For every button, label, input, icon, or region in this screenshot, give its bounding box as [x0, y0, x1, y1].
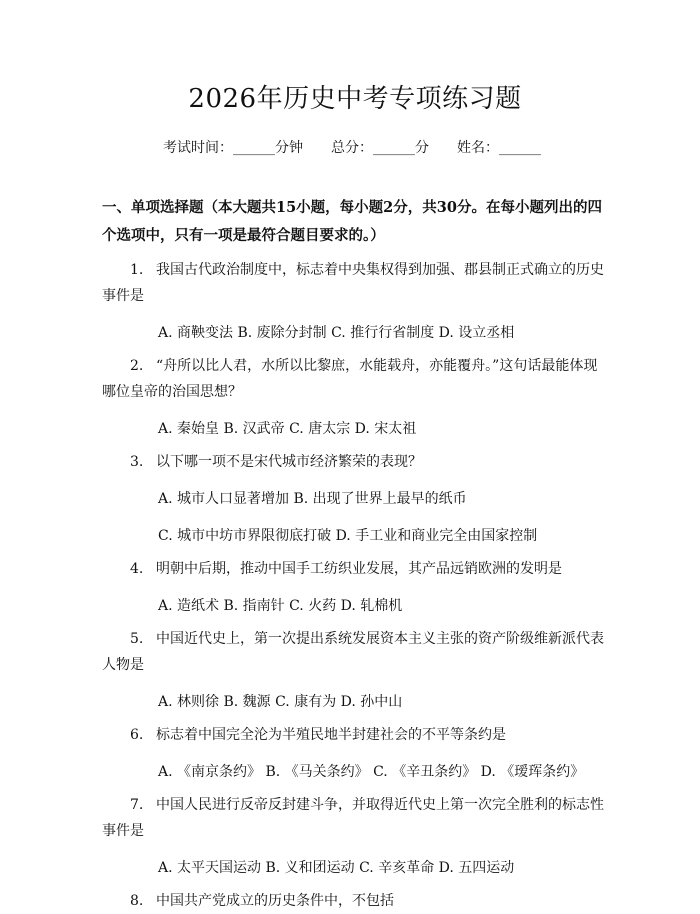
total-score-field: 总分：______分	[331, 140, 429, 156]
question-3-options: C. 城市中坊市界限彻底打破 D. 手工业和商业完全由国家控制	[158, 528, 538, 544]
page-title: 2026年历史中考专项练习题	[188, 84, 522, 114]
question-2	[102, 353, 608, 405]
question-text: 明朝中后期，推动中国手工纺织业发展，其产品远销欧洲的发明是	[156, 561, 562, 577]
question-8	[102, 888, 608, 914]
question-number: 8.	[130, 893, 144, 909]
question-number: 6.	[130, 727, 144, 743]
question-2-options: A. 秦始皇 B. 汉武帝 C. 唐太宗 D. 宋太祖	[158, 421, 417, 437]
exam-info-line	[102, 138, 608, 158]
question-text: 中国近代史上，第一次提出系统发展资本主义主张的资产阶级维新派代表人物是	[102, 631, 604, 673]
question-number: 3.	[130, 454, 144, 470]
question-number: 7.	[130, 797, 144, 813]
exam-time-field: 考试时间：______分钟	[163, 140, 303, 156]
question-text: 中国共产党成立的历史条件中，不包括	[156, 893, 394, 909]
question-number: 5.	[130, 631, 144, 647]
question-5-options: A. 林则徐 B. 魏源 C. 康有为 D. 孙中山	[158, 694, 403, 710]
question-4	[102, 556, 608, 582]
question-5	[102, 626, 608, 678]
question-text: 我国古代政治制度中，标志着中央集权得到加强、郡县制正式确立的历史事件是	[102, 262, 604, 304]
question-1-options: A. 商鞅变法 B. 废除分封制 C. 推行行省制度 D. 设立丞相	[158, 325, 515, 341]
question-4-options: A. 造纸术 B. 指南针 C. 火药 D. 轧棉机	[158, 598, 403, 614]
question-text: 标志着中国完全沦为半殖民地半封建社会的不平等条约是	[156, 727, 506, 743]
question-number: 2.	[130, 358, 144, 374]
section-heading: 一、单项选择题（本大题共15小题，每小题2分，共30分。在每小题列出的四个选项中，只有一项是最符合题目要求的。）	[102, 199, 602, 244]
question-list	[102, 257, 608, 914]
question-7	[102, 792, 608, 844]
question-number: 1.	[130, 262, 144, 278]
student-name-field: 姓名：______	[457, 140, 541, 156]
question-1	[102, 257, 608, 309]
question-3-options: A. 城市人口显著增加 B. 出现了世界上最早的纸币	[158, 491, 467, 507]
question-text: 中国人民进行反帝反封建斗争，并取得近代史上第一次完全胜利的标志性事件是	[102, 797, 604, 839]
question-6	[102, 722, 608, 748]
question-3	[102, 449, 608, 475]
question-text: “舟所以比人君，水所以比黎庶，水能载舟，亦能覆舟。”这句话最能体现哪位皇帝的治国思想？	[102, 358, 598, 400]
question-7-options: A. 太平天国运动 B. 义和团运动 C. 辛亥革命 D. 五四运动	[158, 860, 515, 876]
question-6-options: A. 《南京条约》 B. 《马关条约》 C. 《辛丑条约》 D. 《瑷珲条约》	[158, 764, 585, 780]
question-number: 4.	[130, 561, 144, 577]
question-text: 以下哪一项不是宋代城市经济繁荣的表现？	[156, 454, 422, 470]
